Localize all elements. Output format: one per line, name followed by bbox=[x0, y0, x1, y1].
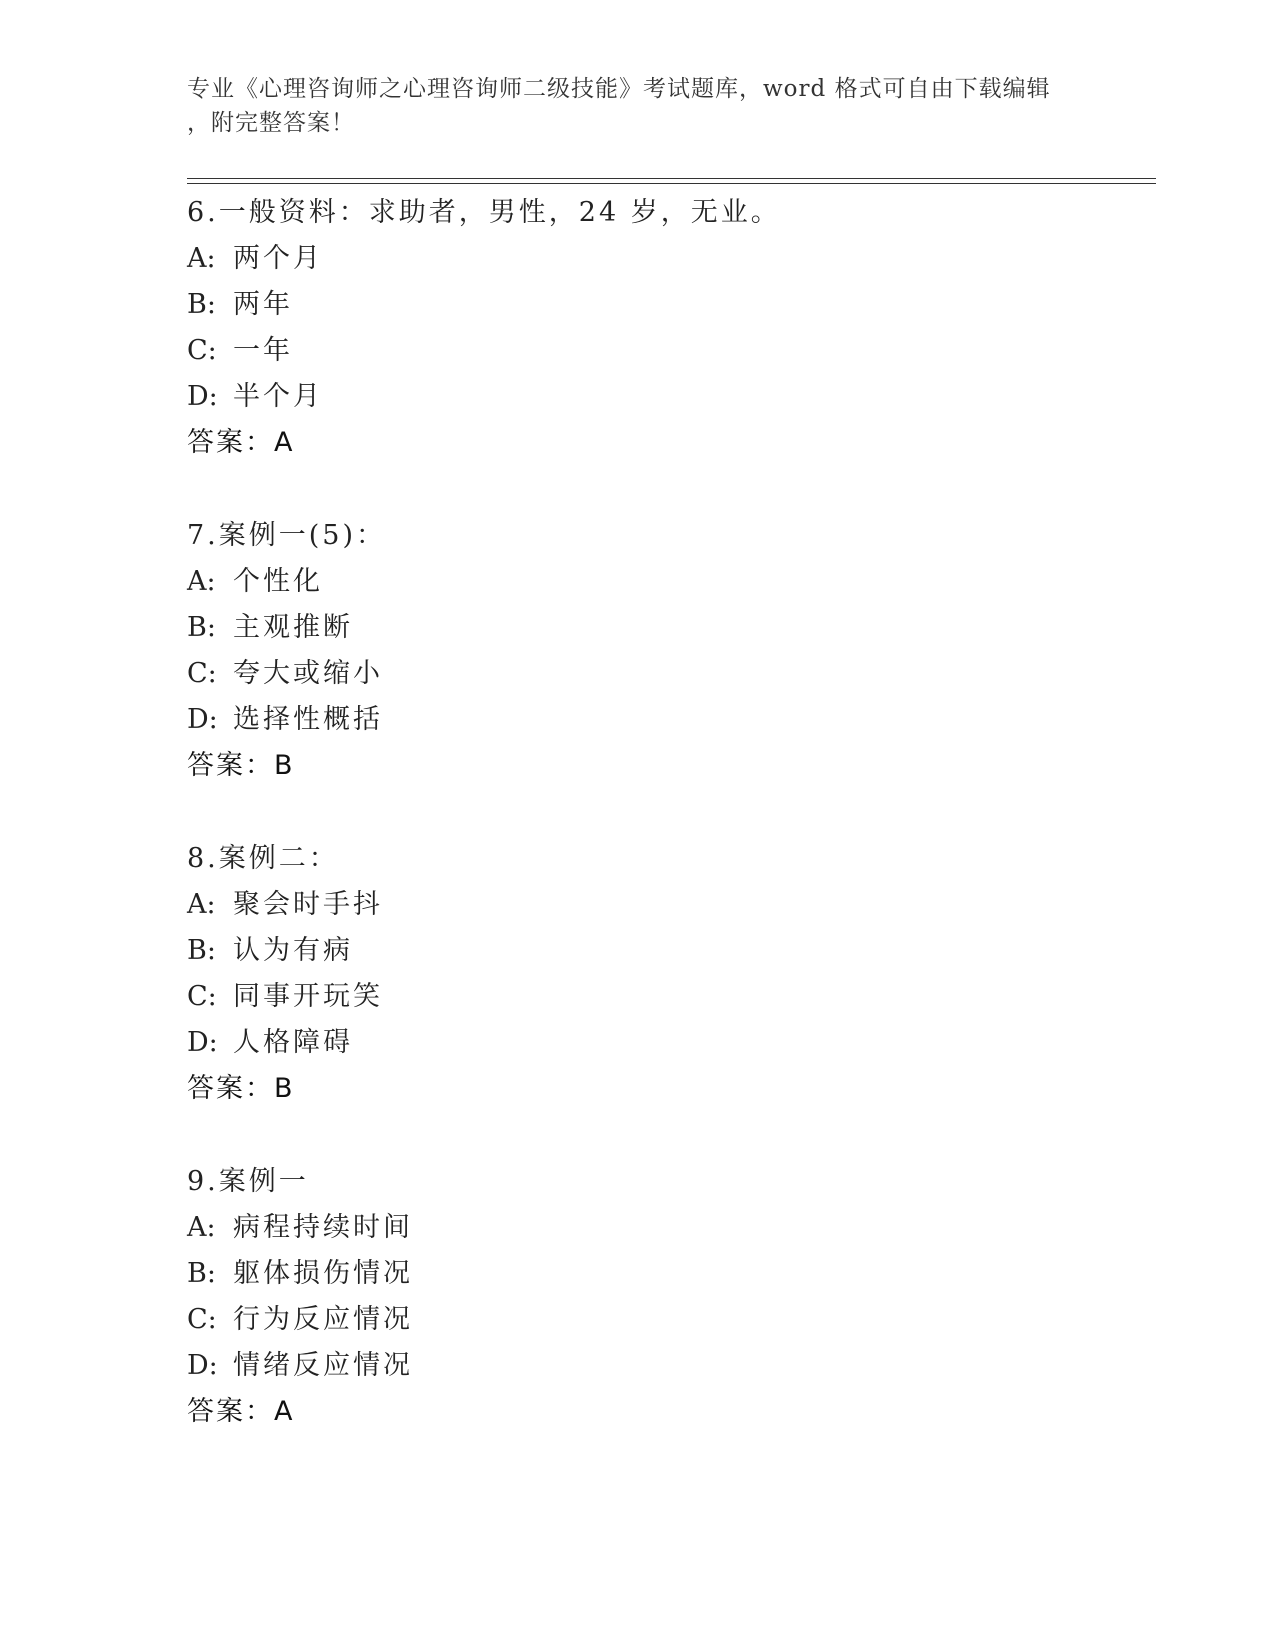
option-letter: A: bbox=[187, 1212, 216, 1243]
header-divider-top bbox=[187, 178, 1156, 179]
option-b bbox=[187, 928, 1147, 974]
header-divider-bottom bbox=[187, 183, 1156, 184]
question-stem: 7.案例一(5)： bbox=[187, 520, 387, 551]
option-a bbox=[187, 882, 1147, 928]
option-text: 夸大或缩小 bbox=[233, 658, 383, 689]
option-d bbox=[187, 697, 1147, 743]
header-line-2: ，附完整答案！ bbox=[187, 110, 355, 136]
question-item bbox=[187, 836, 1147, 1112]
option-text: 情绪反应情况 bbox=[233, 1350, 413, 1381]
option-text: 躯体损伤情况 bbox=[233, 1258, 413, 1289]
option-letter: C: bbox=[187, 981, 217, 1012]
option-text: 选择性概括 bbox=[233, 704, 383, 735]
option-letter: A: bbox=[187, 566, 216, 597]
option-text: 个性化 bbox=[233, 566, 323, 597]
option-letter: D: bbox=[187, 381, 218, 412]
option-text: 半个月 bbox=[233, 381, 323, 412]
option-text: 病程持续时间 bbox=[233, 1212, 413, 1243]
option-letter: B: bbox=[187, 935, 216, 966]
option-d bbox=[187, 1343, 1147, 1389]
question-stem: 9.案例一 bbox=[187, 1166, 309, 1197]
header-line-1: 专业《心理咨询师之心理咨询师二级技能》考试题库，word 格式可自由下载编辑 bbox=[187, 76, 1051, 102]
option-text: 行为反应情况 bbox=[233, 1304, 413, 1335]
document-header bbox=[187, 72, 1087, 140]
option-letter: B: bbox=[187, 612, 216, 643]
option-text: 两个月 bbox=[233, 243, 323, 274]
option-letter: B: bbox=[187, 289, 216, 320]
option-text: 认为有病 bbox=[233, 935, 353, 966]
option-text: 一年 bbox=[233, 335, 293, 366]
option-b bbox=[187, 605, 1147, 651]
answer-line: 答案：B bbox=[187, 750, 295, 781]
option-text: 主观推断 bbox=[233, 612, 353, 643]
option-c bbox=[187, 974, 1147, 1020]
option-letter: D: bbox=[187, 704, 218, 735]
option-letter: A: bbox=[187, 243, 216, 274]
option-d bbox=[187, 374, 1147, 420]
option-letter: D: bbox=[187, 1027, 218, 1058]
option-letter: C: bbox=[187, 658, 217, 689]
option-text: 聚会时手抖 bbox=[233, 889, 383, 920]
option-letter: B: bbox=[187, 1258, 216, 1289]
option-text: 两年 bbox=[233, 289, 293, 320]
answer-line: 答案：B bbox=[187, 1073, 295, 1104]
option-letter: A: bbox=[187, 889, 216, 920]
question-stem: 6.一般资料：求助者，男性，24 岁，无业。 bbox=[187, 197, 781, 228]
option-letter: C: bbox=[187, 1304, 217, 1335]
option-a bbox=[187, 1205, 1147, 1251]
option-letter: C: bbox=[187, 335, 217, 366]
answer-line: 答案：A bbox=[187, 427, 295, 458]
option-c bbox=[187, 1297, 1147, 1343]
option-text: 同事开玩笑 bbox=[233, 981, 383, 1012]
option-text: 人格障碍 bbox=[233, 1027, 353, 1058]
option-c bbox=[187, 328, 1147, 374]
option-b bbox=[187, 282, 1147, 328]
option-b bbox=[187, 1251, 1147, 1297]
question-stem: 8.案例二： bbox=[187, 843, 339, 874]
question-item bbox=[187, 1159, 1147, 1435]
option-d bbox=[187, 1020, 1147, 1066]
question-item bbox=[187, 190, 1147, 466]
option-a bbox=[187, 236, 1147, 282]
question-item bbox=[187, 513, 1147, 789]
option-c bbox=[187, 651, 1147, 697]
option-letter: D: bbox=[187, 1350, 218, 1381]
option-a bbox=[187, 559, 1147, 605]
answer-line: 答案：A bbox=[187, 1396, 295, 1427]
question-list bbox=[187, 190, 1147, 1482]
